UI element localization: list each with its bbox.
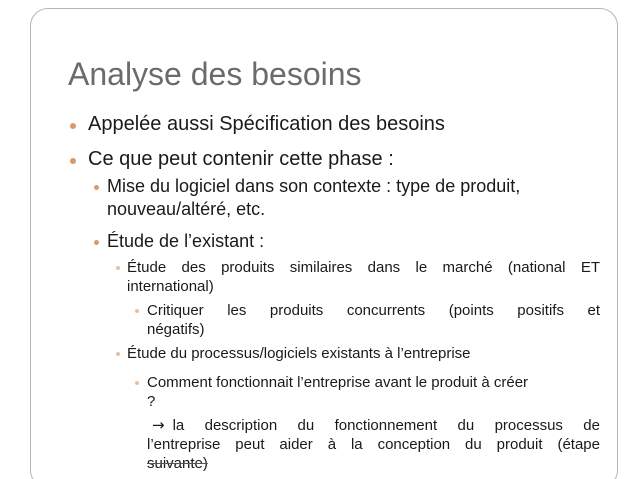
bullet-text: Étude de l’existant : xyxy=(107,231,265,251)
note-text-continuation: l’entreprise peut aider à la conception du produit (étape xyxy=(147,436,600,453)
bullet-text: Comment fonctionnait l’entreprise avant le produit à créer xyxy=(147,374,529,391)
right-arrow-icon: → xyxy=(152,416,165,434)
bullet-dot xyxy=(94,240,99,245)
bullet-text: Mise du logiciel dans son contexte : type de produit, xyxy=(107,176,521,196)
bullet-dot xyxy=(116,352,120,356)
bullet-dot xyxy=(135,381,139,385)
bullet-dot xyxy=(116,266,120,270)
note-text-continuation: suivante) xyxy=(147,455,208,472)
bullet-text: Critiquer les produits concurrents (points positifs et xyxy=(147,302,600,319)
bullet-text-continuation: ? xyxy=(147,393,156,410)
bullet-text: Ce que peut contenir cette phase : xyxy=(88,148,394,170)
bullet-dot xyxy=(70,123,76,129)
bullet-text: Étude des produits similaires dans le marché (national ET xyxy=(127,259,600,276)
bullet-dot xyxy=(70,158,76,164)
bullet-text: Appelée aussi Spécification des besoins xyxy=(88,113,445,135)
arrow-note-line xyxy=(147,416,600,435)
bullet-dot xyxy=(135,309,139,313)
slide-title: Analyse des besoins xyxy=(68,56,362,92)
bullet-dot xyxy=(94,185,99,190)
bullet-text-continuation: international) xyxy=(127,278,214,295)
bullet-text-continuation: nouveau/altéré, etc. xyxy=(107,199,266,219)
bullet-text: Étude du processus/logiciels existants à l’entreprise xyxy=(127,345,471,362)
note-text: la description du fonctionnement du processus de xyxy=(172,417,600,434)
bullet-text-continuation: négatifs) xyxy=(147,321,205,338)
